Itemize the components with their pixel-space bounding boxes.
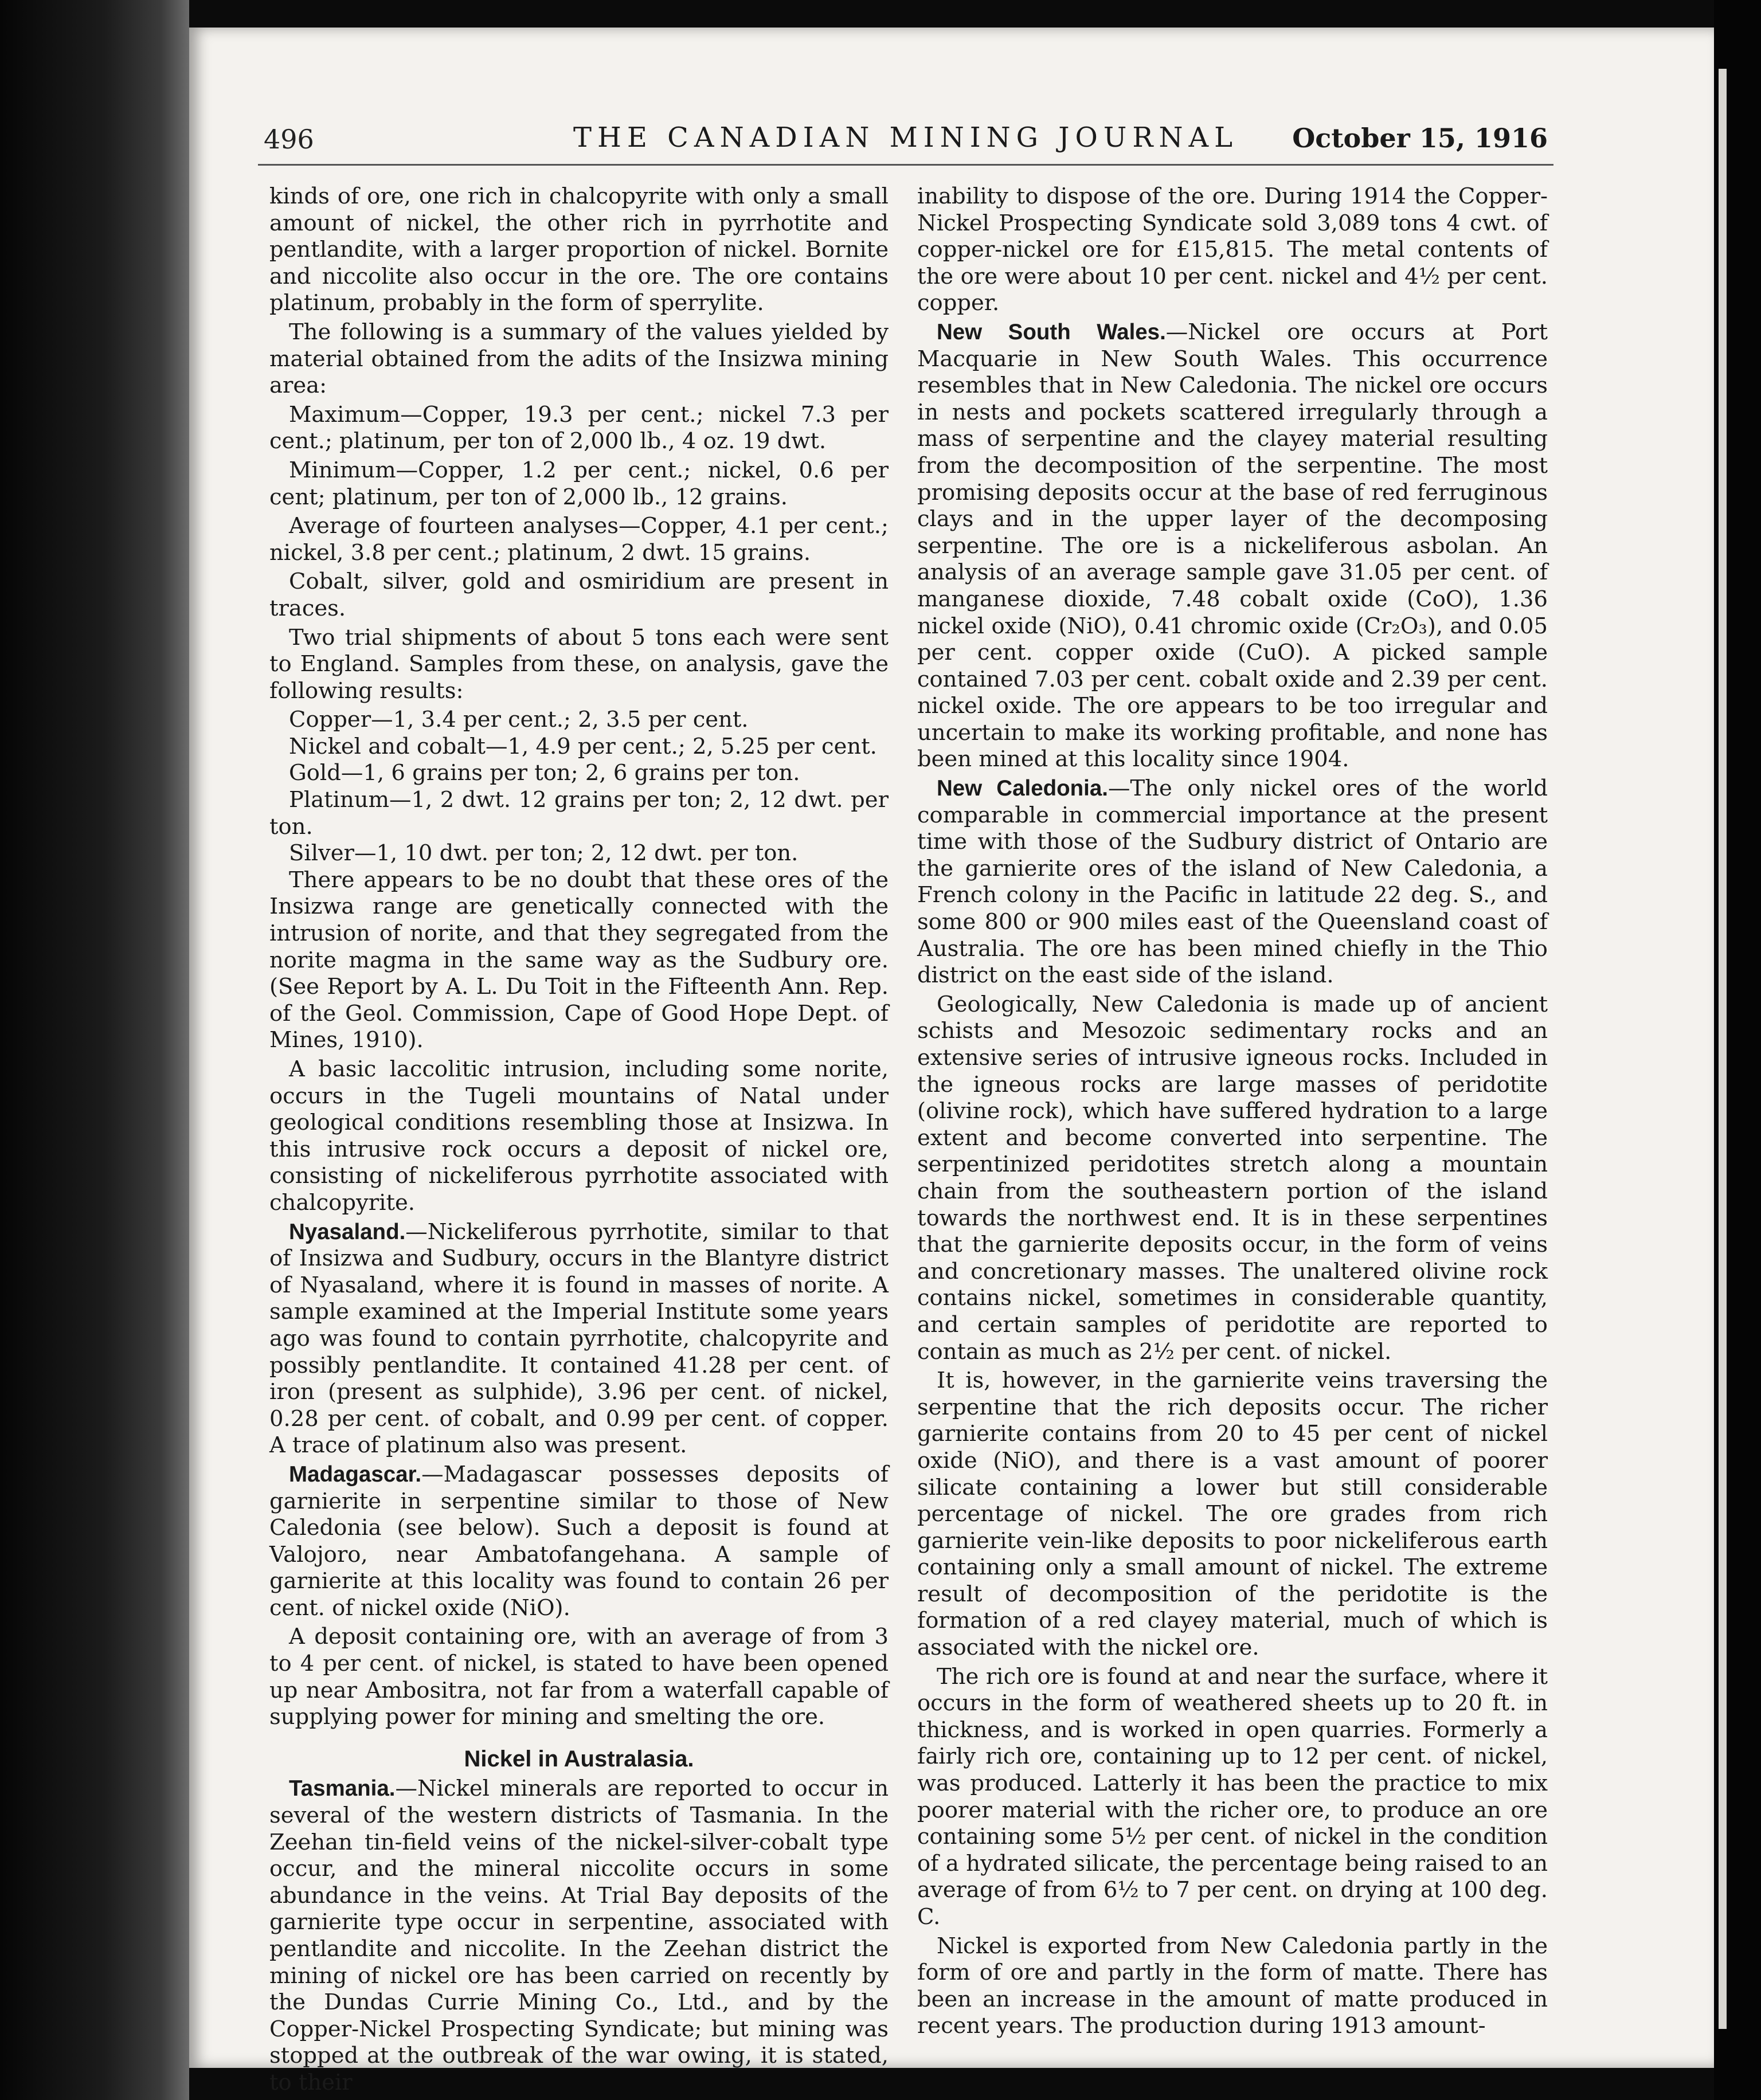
result-line: Gold—1, 6 grains per ton; 2, 6 grains per ton. [289, 760, 800, 786]
next-page-edge [1719, 69, 1727, 2029]
header-rule [258, 164, 1553, 166]
run-in-heading: Tasmania. [289, 1776, 396, 1801]
nyasaland-paragraph [269, 1219, 889, 1459]
scan-border-right [1714, 0, 1761, 2100]
paragraph-text: —Nickel minerals are reported to occur in several of the western districts of Tasmania. In the Zeehan tin-field veins of the nickel-silver-cobalt type occur, and the mineral niccolite occurs in some abundance in the veins. At Trial Bay deposits of the garnierite type occur in serpentine, associated with pentlandite and niccolite. In the Zeehan district the mining of nickel ore has been carried on recently by the Dundas Currie Mining Co., Ltd., and by the Copper-Nickel Prospecting Syndicate; but mining was stopped at the outbreak of the war owing, it is stated, to their [269, 1776, 889, 2095]
paragraph: inability to dispose of the ore. During 1914 the Copper-Nickel Prospecting Syndicate sold 3,089 tons 4 cwt. of copper-nickel ore for £15,815. The metal contents of the ore were about 10 per cent. nickel and 4½ per cent. copper. [917, 183, 1548, 316]
page-header [264, 122, 1548, 167]
new-caledonia-paragraph [917, 775, 1548, 989]
paragraph-text: —Nickel ore occurs at Port Macquarie in New South Wales. This occurrence resembles that in New Caledonia. The nickel ore occurs in nests and pockets scattered irregularly through a mass of serpentine and the clayey material resulting from the decomposition of the serpentine. The most promising deposits occur at the base of red ferruginous clays and in the upper layer of the decomposing serpentine. The ore is a nickeliferous asbolan. An analysis of an average sample gave 31.05 per cent. of manganese dioxide, 7.48 cobalt oxide (CoO), 1.36 nickel oxide (NiO), 0.41 chromic oxide (Cr₂O₃), and 0.05 per cent. copper oxide (CuO). A picked sample contained 7.03 per cent. cobalt oxide and 2.39 per cent. nickel oxide. The ore appears to be too irregular and uncertain to make its working profitable, and none has been mined at this locality since 1904. [917, 319, 1548, 773]
journal-title: THE CANADIAN MINING JOURNAL [573, 122, 1238, 154]
run-in-heading: Nyasaland. [289, 1219, 406, 1244]
paragraph: Average of fourteen analyses—Copper, 4.1 per cent.; nickel, 3.8 per cent.; platinum, 2 dwt. 15 grains. [269, 513, 889, 566]
run-in-heading: Madagascar. [289, 1462, 422, 1487]
paragraph: Two trial shipments of about 5 tons each were sent to England. Samples from these, on analysis, gave the following results: [269, 624, 889, 704]
section-heading: Nickel in Australasia. [464, 1746, 694, 1772]
right-column [917, 183, 1548, 2042]
result-line: Nickel and cobalt—1, 4.9 per cent.; 2, 5.25 per cent. [289, 733, 877, 759]
result-line: Copper—1, 3.4 per cent.; 2, 3.5 per cent. [289, 707, 749, 733]
paragraph: Cobalt, silver, gold and osmiridium are present in traces. [269, 569, 889, 621]
paragraph: The following is a summary of the values yielded by material obtained from the adits of the Insizwa mining area: [269, 319, 889, 399]
tasmania-paragraph [269, 1776, 889, 2096]
result-line: Silver—1, 10 dwt. per ton; 2, 12 dwt. per ton. [289, 840, 799, 867]
result-line: Platinum—1, 2 dwt. 12 grains per ton; 2, 12 dwt. per ton. [269, 787, 889, 840]
nsw-paragraph [917, 319, 1548, 773]
run-in-heading: New South Wales. [937, 319, 1166, 344]
page-number: 496 [264, 124, 314, 155]
left-column [269, 183, 889, 2099]
paragraph: Nickel is exported from New Caledonia partly in the form of ore and partly in the form of matte. There has been an increase in the amount of matte produced in recent years. The production during 1913 amount- [917, 1933, 1548, 2039]
paragraph: Maximum—Copper, 19.3 per cent.; nickel 7.3 per cent.; platinum, per ton of 2,000 lb., 4 oz. 19 dwt. [269, 401, 889, 455]
issue-date: October 15, 1916 [1292, 123, 1548, 154]
paragraph-text: —Nickeliferous pyrrhotite, similar to that of Insizwa and Sudbury, occurs in the Blantyre district of Nyasaland, where it is found in masses of norite. A sample examined at the Imperial Institute some years ago was found to contain pyrrhotite, chalcopyrite and possibly pentlandite. It contained 41.28 per cent. of iron (present as sulphide), 3.96 per cent. of nickel, 0.28 per cent. of cobalt, and 0.99 per cent. of copper. A trace of platinum also was present. [269, 1219, 889, 1459]
run-in-heading: New Caledonia. [937, 776, 1108, 801]
paragraph-text: —Madagascar possesses deposits of garnierite in serpentine similar to those of New Caledonia (see below). Such a deposit is found at Valojoro, near Ambatofangehana. A sample of garnierite at this locality was found to contain 26 per cent. of nickel oxide (NiO). [269, 1461, 889, 1621]
madagascar-paragraph [269, 1462, 889, 1622]
paragraph: A deposit containing ore, with an average of from 3 to 4 per cent. of nickel, is stated to have been opened up near Ambositra, not far from a waterfall capable of supplying power for mining and smelting the ore. [269, 1624, 889, 1730]
paragraph: kinds of ore, one rich in chalcopyrite with only a small amount of nickel, the other rich in pyrrhotite and pentlandite, with a larger proportion of nickel. Bornite and niccolite also occur in the ore. The ore contains platinum, probably in the form of sperrylite. [269, 183, 889, 316]
paragraph: It is, however, in the garnierite veins traversing the serpentine that the rich deposits occur. The richer garnierite contains from 20 to 45 per cent of nickel oxide (NiO), and there is a vast amount of poorer silicate containing a lower but still considerable percentage of nickel. The ore grades from rich garnierite vein-like deposits to poor nickeliferous earth containing only a small amount of nickel. The extreme result of decomposition of the peridotite is the formation of a red clayey material, much of which is associated with the nickel ore. [917, 1368, 1548, 1661]
paragraph-text: —The only nickel ores of the world comparable in commercial importance at the present time with those of the Sudbury district of Ontario are the garnierite ores of the island of New Caledonia, a French colony in the Pacific in latitude 22 deg. S., and some 800 or 900 miles east of the Queensland coast of Australia. The ore has been mined chiefly in the Thio district on the east side of the island. [917, 775, 1548, 989]
paragraph: Minimum—Copper, 1.2 per cent.; nickel, 0.6 per cent; platinum, per ton of 2,000 lb., 12 grains. [269, 457, 889, 510]
paragraph: A basic laccolitic intrusion, including some norite, occurs in the Tugeli mountains of Natal under geological conditions resembling those at Insizwa. In this intrusive rock occurs a deposit of nickel ore, consisting of nickeliferous pyrrhotite associated with chalcopyrite. [269, 1056, 889, 1216]
scan-border-left [0, 0, 189, 2100]
paragraph: Geologically, New Caledonia is made up of ancient schists and Mesozoic sedimentary rocks and an extensive series of intrusive igneous rocks. Included in the igneous rocks are large masses of peridotite (olivine rock), which have suffered hydration to a large extent and become converted into serpentine. The serpentinized peridotites stretch along a mountain chain from the southeastern portion of the island towards the northwest end. It is in these serpentines that the garnierite deposits occur, in the form of veins and concretionary masses. The unaltered olivine rock contains nickel, sometimes in considerable quantity, and certain samples of peridotite are reported to contain as much as 2½ per cent. of nickel. [917, 991, 1548, 1365]
paragraph: There appears to be no doubt that these ores of the Insizwa range are genetically connected with the intrusion of norite, and that they segregated from the norite magma in the same way as the Sudbury ore. (See Report by A. L. Du Toit in the Fifteenth Ann. Rep. of the Geol. Commission, Cape of Good Hope Dept. of Mines, 1910). [269, 867, 889, 1053]
paragraph: The rich ore is found at and near the surface, where it occurs in the form of weathered sheets up to 20 ft. in thickness, and is worked in open quarries. Formerly a fairly rich ore, containing up to 12 per cent. of nickel, was produced. Latterly it has been the practice to mix poorer material with the richer ore, to produce an ore containing some 5½ per cent. of nickel in the condition of a hydrated silicate, the percentage being raised to an average of from 6½ to 7 per cent. on drying at 100 deg. C. [917, 1663, 1548, 1930]
